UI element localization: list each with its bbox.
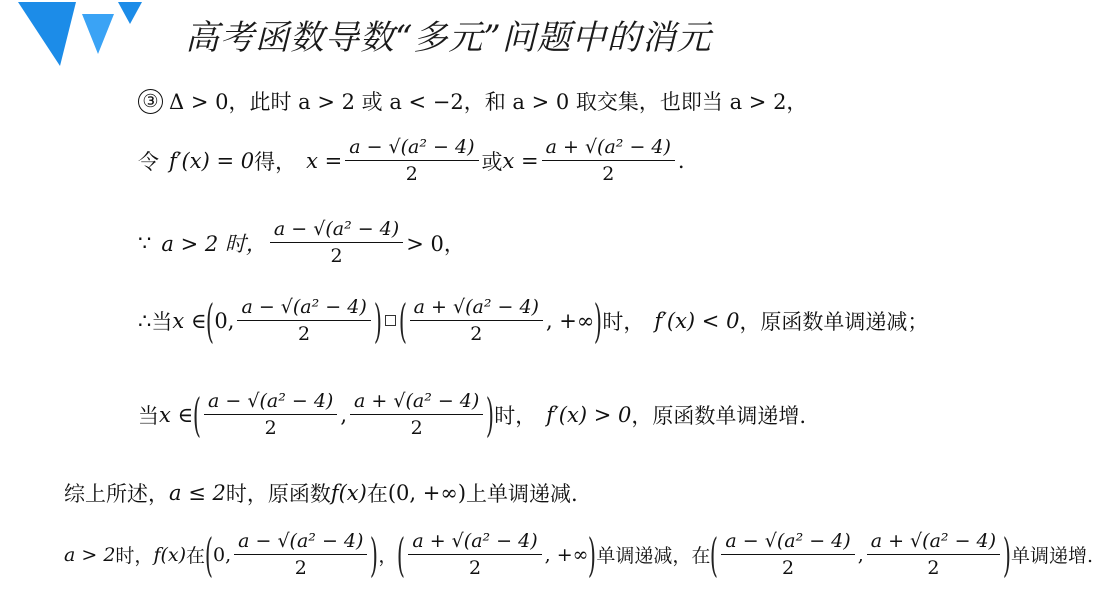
interval1-numerator: a − √(a² − 4) <box>237 296 370 321</box>
summary2-f: f(x) <box>153 543 187 566</box>
because-symbol: ∵ <box>138 230 152 255</box>
logo-left-triangle <box>18 2 76 66</box>
summary2-denominator-2: 2 <box>468 557 482 579</box>
roots-x-eq-1: x = <box>306 148 343 173</box>
summary2-inc: 单调递增. <box>1010 545 1093 567</box>
summary2-numerator-2: a + √(a² − 4) <box>408 530 541 555</box>
summary2-inf: , +∞ <box>544 543 589 566</box>
interval2-fraction <box>410 296 543 345</box>
interval2-inf: , +∞ <box>545 308 595 333</box>
case3-text: Δ > 0，此时 a > 2 或 a < −2，和 a > 0 取交集，也即当 a > 2， <box>169 90 808 114</box>
summary2-numerator-1: a − √(a² − 4) <box>234 530 367 555</box>
summary2-comma: , <box>857 543 864 566</box>
union-placeholder-icon <box>385 315 396 326</box>
when-denominator-minus: 2 <box>264 417 277 439</box>
summary1-cond: a ≤ 2 <box>169 481 226 505</box>
summary2-line <box>64 527 1093 582</box>
summary2-sep: ， <box>378 545 398 567</box>
interval2-denominator: 2 <box>470 323 483 345</box>
when-line <box>138 387 807 442</box>
when-numerator-plus: a + √(a² − 4) <box>350 390 483 415</box>
summary2-denominator-4: 2 <box>927 557 940 579</box>
left-paren-icon: ( <box>398 293 407 348</box>
left-paren-icon: ( <box>206 293 215 348</box>
roots-or: 或 <box>481 149 503 174</box>
logo <box>18 2 146 68</box>
when-comma: , <box>340 402 348 427</box>
root-plus-fraction <box>542 136 675 185</box>
when-x-in: x ∈ <box>159 402 194 427</box>
interval2-numerator: a + √(a² − 4) <box>410 296 543 321</box>
right-paren-icon: ) <box>1002 527 1012 582</box>
summary1-line <box>64 478 578 508</box>
case3-line <box>138 86 807 116</box>
when-denominator-plus: 2 <box>410 417 423 439</box>
root-plus-denominator: 2 <box>602 163 615 185</box>
because-line <box>138 218 465 267</box>
therefore-result: ，原函数单调递减； <box>739 309 929 334</box>
summary2-fraction-3 <box>721 530 854 579</box>
logo-small-triangle <box>118 2 142 24</box>
right-paren-icon: ) <box>594 293 603 348</box>
therefore-f-lt0: f′(x) < 0 <box>654 308 740 333</box>
summary2-denominator-3: 2 <box>781 557 795 579</box>
therefore-line <box>138 293 929 348</box>
because-cond: a > 2 时， <box>161 231 267 256</box>
summary2-zero: 0, <box>212 543 232 566</box>
summary1-mid: 时，原函数 <box>225 482 331 506</box>
summary1-zai: 在 <box>366 482 388 506</box>
right-paren-icon: ) <box>588 527 597 582</box>
page-title: 高考函数导数“多元”问题中的消元 <box>185 18 712 58</box>
summary2-fraction-1 <box>234 530 367 579</box>
because-denominator: 2 <box>330 245 343 267</box>
roots-deriv: f′(x) = 0 <box>169 148 255 173</box>
when-fraction-minus <box>204 390 337 439</box>
summary2-zai: 在 <box>186 545 206 567</box>
when-numerator-minus: a − √(a² − 4) <box>204 390 337 415</box>
when-result: ，原函数单调递增. <box>631 403 807 428</box>
when-f-gt0: f′(x) > 0 <box>546 402 632 427</box>
root-plus-numerator: a + √(a² − 4) <box>542 136 675 161</box>
interval1-denominator: 2 <box>298 323 311 345</box>
root-minus-fraction <box>345 136 478 185</box>
left-paren-icon: ( <box>193 387 202 442</box>
summary2-fraction-2 <box>408 530 541 579</box>
when-text: 当 <box>138 403 159 428</box>
right-paren-icon: ) <box>370 527 379 582</box>
root-minus-numerator: a − √(a² − 4) <box>345 136 478 161</box>
summary1-result: 上单调递减. <box>466 482 578 506</box>
summary2-dec: 单调递减，在 <box>596 545 711 567</box>
therefore-when: 当 <box>151 309 173 334</box>
therefore-symbol: ∴ <box>138 308 152 333</box>
summary2-fraction-4 <box>867 530 1000 579</box>
when-fraction-plus <box>350 390 483 439</box>
because-rel: > 0， <box>406 231 465 256</box>
roots-line <box>138 136 685 185</box>
interval1-fraction <box>237 296 370 345</box>
logo-right-triangle <box>82 14 114 54</box>
because-fraction <box>270 218 403 267</box>
summary1-f: f(x) <box>330 481 367 505</box>
summary2-numerator-4: a + √(a² − 4) <box>867 530 1000 555</box>
case-marker: ③ <box>138 89 163 114</box>
roots-lead: 令 <box>138 149 159 174</box>
right-paren-icon: ) <box>373 293 382 348</box>
roots-x-eq-2: x = <box>502 148 539 173</box>
summary2-denominator-1: 2 <box>294 557 307 579</box>
root-minus-denominator: 2 <box>405 163 418 185</box>
right-paren-icon: ) <box>486 387 495 442</box>
summary2-cond: a > 2 <box>64 543 116 566</box>
summary1-interval: (0, +∞) <box>387 481 467 505</box>
left-paren-icon: ( <box>397 527 406 582</box>
left-paren-icon: ( <box>204 527 214 582</box>
therefore-shi: 时， <box>602 309 645 334</box>
roots-de: 得， <box>254 149 297 174</box>
left-paren-icon: ( <box>710 527 719 582</box>
because-numerator: a − √(a² − 4) <box>270 218 403 243</box>
when-shi: 时， <box>494 403 537 428</box>
interval1-zero: 0, <box>214 308 235 333</box>
summary1-text: 综上所述， <box>64 482 169 506</box>
roots-end: . <box>677 148 685 173</box>
summary2-shi: 时， <box>115 545 154 567</box>
therefore-x-in: x ∈ <box>172 308 207 333</box>
summary2-numerator-3: a − √(a² − 4) <box>721 530 854 555</box>
